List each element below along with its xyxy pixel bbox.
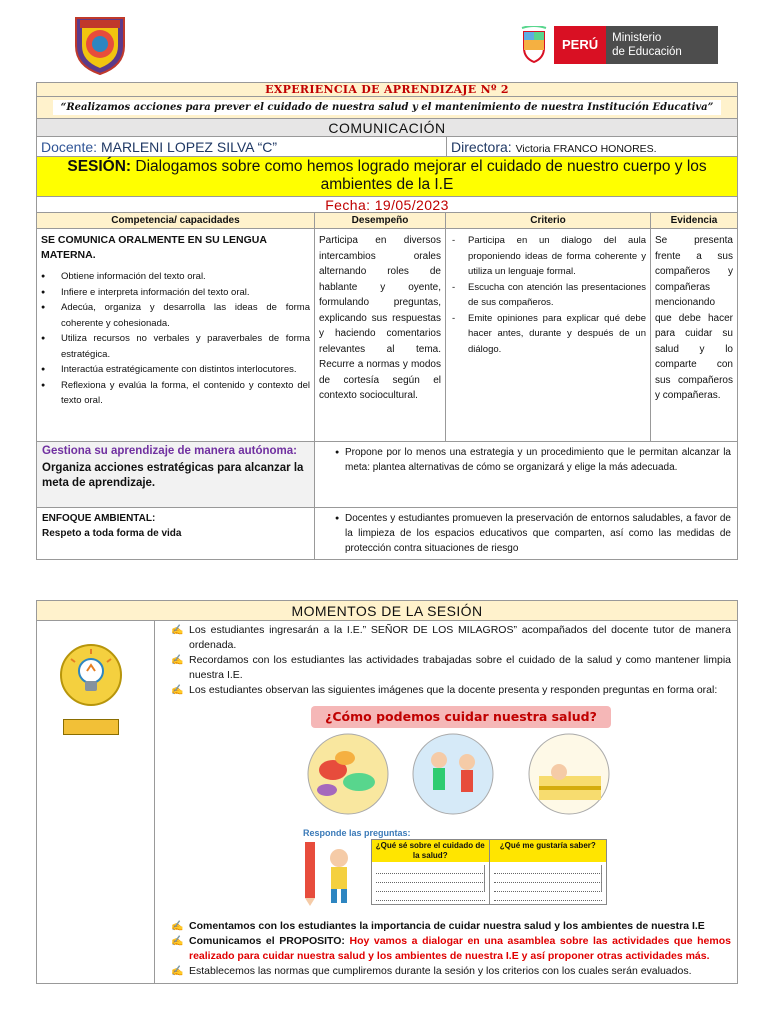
inicio-badge [63,719,119,735]
health-scenes-icon [293,730,629,816]
directora-name: Victoria FRANCO HONORES. [515,143,657,155]
proposito-text: Hoy vamos a dialogar en una asamblea sobre las actividades que hemos realizado para cuidar nuestra salud y los ambientes de nuestra I.E y así proponer otras actividades más. [189,935,731,962]
experience-title: EXPERIENCIA DE APRENDIZAJE Nº 2 [37,83,737,97]
experience-subtitle: “Realizamos acciones para prever el cuidado de nuestra salud y el mantenimiento de nuestra Institución Educativa” [53,100,722,115]
school-crest-icon [68,12,132,76]
docente-row [37,137,737,157]
health-illustration [291,706,631,911]
gestiona-text: ● Propone por lo menos una estrategia y un procedimiento que le permitan alcanzar la meta: plantea alternativas de cómo se organizará y elige la más adecuada. [315,442,737,507]
docente-name: MARLENI LOPEZ SILVA “C” [100,139,278,155]
questions-answers [372,862,606,904]
header-criterio: Criterio [446,213,651,228]
capacidades-list [41,269,310,409]
gestiona-title: Gestiona su aprendizaje de manera autónoma: [42,445,297,457]
list-item: ● Obtiene información del texto oral. [41,269,310,285]
momentos-body [37,621,737,983]
answer-lines-1 [372,862,490,904]
criterio-cell [446,229,651,441]
docente-cell: Docente: MARLENI LOPEZ SILVA “C” [37,137,447,156]
pencil-kid-icon [299,836,371,908]
momentos-title: MOMENTOS DE LA SESIÓN [37,601,737,621]
header-desempeno: Desempeño [315,213,446,228]
evidencia-cell: Se presenta frente a sus compañeros y compañeras mencionando que debe hacer para cuidar su salud y lo comparte con sus compañeros y compañeras. [655,235,733,401]
session-date: Fecha: 19/05/2023 [37,197,737,213]
list-item: - Participa en un dialogo del aula proponiendo ideas de forma coherente y utiliza un lenguaje formal. [450,233,646,280]
header-competencia: Competencia/ capacidades [37,213,315,228]
list-item: ✍ Comentamos con los estudiantes la importancia de cuidar nuestra salud y los ambientes de nuestra I.E [171,919,731,934]
questions-header [372,840,606,862]
momentos-content [155,621,737,983]
responde-label: Responde las preguntas: [303,828,411,838]
question-1: ¿Qué sé sobre el cuidado de la salud? [372,840,490,862]
list-item: ● Utiliza recursos no verbales y paraverbales de forma estratégica. [41,331,310,362]
peru-label: PERÚ [554,26,606,64]
criterios-list [450,233,646,357]
competencia-cell [37,229,315,441]
list-item: ● Adecúa, organiza y desarrolla las ideas de forma coherente y cohesionada. [41,300,310,331]
desempeno-cell: Participa en diversos intercambios orales alternando roles de hablante y oyente, formulando preguntas, explicando sus respuestas y haciendo comentarios relevantes al tema. Recurre a normas y modos de cortesía según el contexto sociocultural. [315,229,446,441]
enfoque-cell [37,508,315,559]
answer-lines-2 [490,862,607,904]
list-item: ● Reflexiona y evalúa la forma, el contenido y contexto del texto oral. [41,378,310,409]
list-item: ✍ Los estudiantes ingresarán a la I.E.” SEÑOR DE LOS MILAGROS” acompañados del docente tutor de manera ordenada. [171,623,731,653]
list-item: ✍ Recordamos con los estudiantes las actividades trabajadas sobre el cuidado de la salud y como mantener limpia nuestra I.E. [171,653,731,683]
ministry-label: Ministerio de Educación [606,26,718,64]
proposito-item: ✍ Comunicamos el PROPOSITO: Hoy vamos a dialogar en una asamblea sobre las actividades que hemos realizado para cuidar nuestra salud y los ambientes de nuestra I.E y así proponer otras actividades más. [171,934,731,964]
momentos-table [36,600,738,984]
enfoque-row [37,507,737,559]
list-item: ● Interactúa estratégicamente con distintos interlocutores. [41,362,310,378]
list-item: ✍ Establecemos las normas que cumpliremos durante la sesión y los criterios con los cuales serán evaluados. [171,964,731,979]
peru-shield-icon [520,26,548,64]
competencia-title: SE COMUNICA ORALMENTE EN SU LENGUA MATERNA. [41,234,267,261]
directora-cell: Directora: Victoria FRANCO HONORES. [451,139,657,155]
questions-table [371,839,607,905]
gestiona-subtitle: Organiza acciones estratégicas para alcanzar la meta de aprendizaje. [42,462,304,489]
header-evidencia: Evidencia [670,215,718,226]
illustration-banner: ¿Cómo podemos cuidar nuestra salud? [311,706,611,728]
lightbulb-icon [59,643,123,707]
enfoque-value: Respeto a toda forma de vida [42,528,182,539]
table-header [37,213,737,229]
list-item: ✍ Los estudiantes observan las siguientes imágenes que la docente presenta y responden preguntas en forma oral: [171,683,731,698]
experience-subtitle-row [37,97,737,119]
area-title: COMUNICACIÓN [37,119,737,137]
page-header [0,0,768,82]
table-body [37,229,737,441]
list-item: ● Infiere e interpreta información del texto oral. [41,285,310,301]
list-item: - Emite opiniones para explicar qué debe hacer antes, durante y después de un diálogo. [450,311,646,358]
inicio-cell [37,621,155,983]
enfoque-text: ● Docentes y estudiantes promueven la preservación de entornos saludables, a favor de la limpieza de los espacios educativos que comparten, así como las medidas de protección contra situaciones de riesgo [315,508,737,559]
session-title: SESIÓN: Dialogamos sobre como hemos logrado mejorar el cuidado de nuestro cuerpo y los ambientes de la I.E [37,157,737,197]
question-2: ¿Qué me gustaría saber? [499,841,596,850]
ministry-logo [520,22,718,68]
enfoque-title: ENFOQUE AMBIENTAL: [42,513,156,524]
session-info-table [36,82,738,560]
gestiona-row [37,441,737,507]
list-item: - Escucha con atención las presentaciones de sus compañeros. [450,280,646,311]
gestiona-cell [37,442,315,507]
